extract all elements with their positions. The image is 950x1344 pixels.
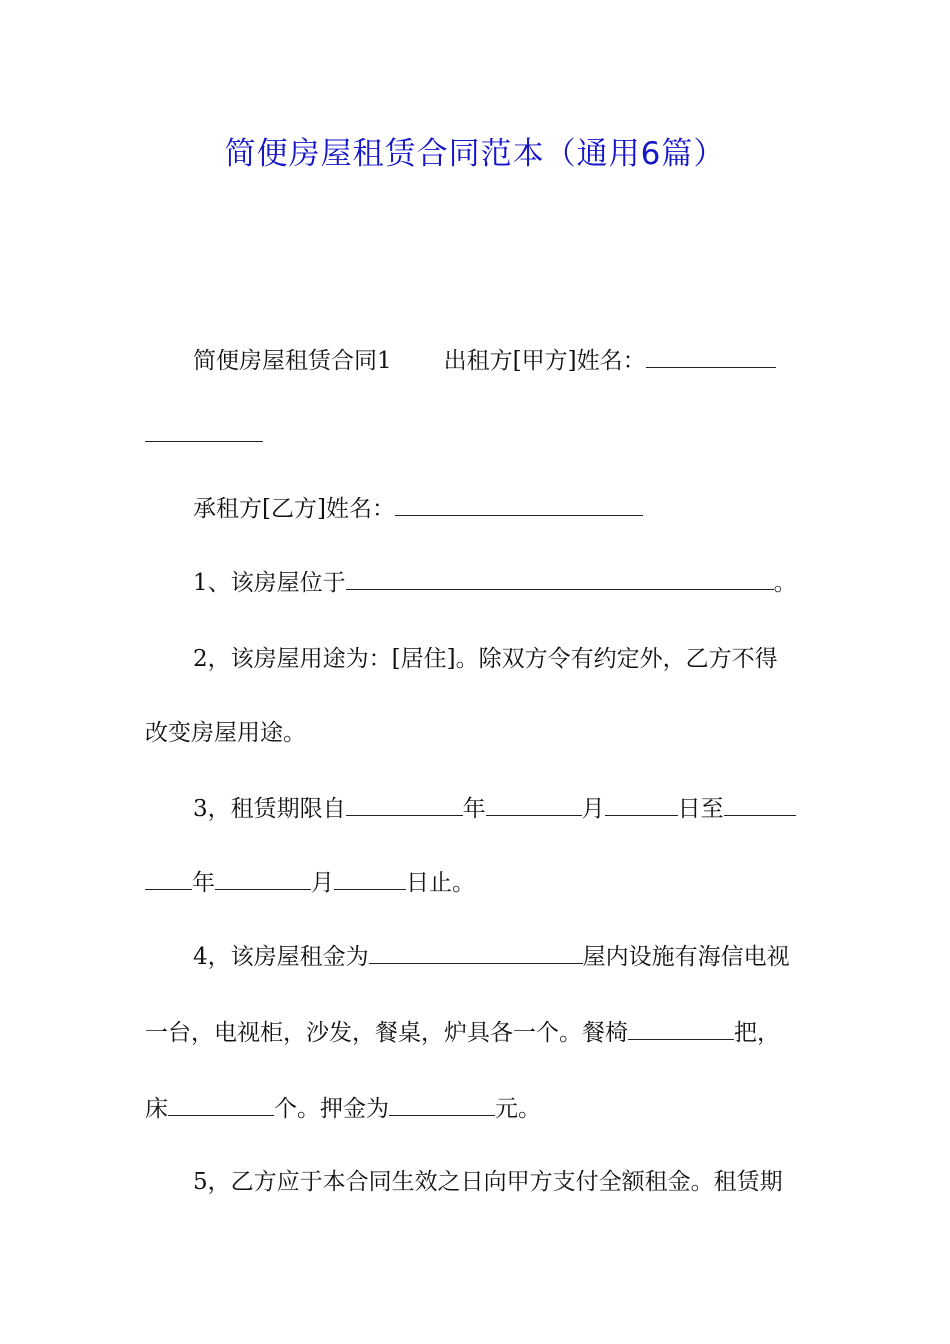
clause-5-line-1 bbox=[193, 1167, 810, 1197]
deposit-amount-blank bbox=[389, 1095, 495, 1116]
start-day-blank bbox=[605, 795, 678, 816]
clause-1-line bbox=[193, 568, 810, 598]
clause-5-text-1: 5，乙方应于本合同生效之日向甲方支付全额租金。租赁期 bbox=[193, 1169, 783, 1195]
term-end-label: 日止。 bbox=[406, 870, 475, 896]
bed-count-blank bbox=[168, 1095, 274, 1116]
chair-count-blank bbox=[628, 1019, 734, 1040]
deposit-unit: 元。 bbox=[495, 1096, 541, 1122]
term-month-label: 月 bbox=[581, 796, 605, 822]
lessor-name-blank bbox=[646, 347, 776, 368]
lessor-name-continuation bbox=[145, 420, 810, 450]
clause-1-text: 1、该房屋位于 bbox=[193, 570, 346, 596]
location-blank bbox=[346, 569, 774, 590]
rent-lead: 4，该房屋租金为 bbox=[193, 944, 369, 970]
clause-1-end: 。 bbox=[773, 570, 797, 596]
lessor-name-label: 出租方[甲方]姓名： bbox=[443, 348, 646, 374]
start-year-blank bbox=[346, 795, 463, 816]
lessee-name-blank bbox=[395, 495, 643, 516]
contract-heading: 简便房屋租赁合同1 bbox=[193, 348, 392, 374]
lessee-name-label: 承租方[乙方]姓名： bbox=[193, 496, 395, 522]
clause-2-line-2 bbox=[145, 718, 810, 748]
end-month-blank bbox=[215, 869, 311, 890]
end-year-blank bbox=[724, 795, 796, 816]
lessee-line bbox=[193, 494, 810, 524]
term-lead: 3，租赁期限自 bbox=[193, 796, 346, 822]
clause-3-line-2 bbox=[145, 868, 810, 898]
end-day-blank bbox=[334, 869, 406, 890]
bed-label: 床 bbox=[145, 1096, 168, 1122]
deposit-label: 个。押金为 bbox=[274, 1096, 389, 1122]
rent-amount-blank bbox=[369, 943, 583, 964]
clause-3-line-1 bbox=[193, 794, 810, 824]
start-month-blank bbox=[486, 795, 582, 816]
clause-4-line-1 bbox=[193, 942, 810, 972]
clause-4-line-2 bbox=[145, 1018, 810, 1048]
furniture-text: 一台，电视柜，沙发，餐桌，炉具各一个。餐椅 bbox=[145, 1020, 628, 1046]
contract-heading-line bbox=[193, 346, 810, 376]
clause-4-line-3 bbox=[145, 1094, 810, 1124]
clause-2-text-2: 改变房屋用途。 bbox=[145, 720, 306, 746]
term-year-label: 年 bbox=[462, 796, 486, 822]
lessor-name-blank-continued bbox=[145, 421, 263, 442]
end-year-blank-continued bbox=[145, 869, 192, 890]
term-day-to-label: 日至 bbox=[677, 796, 724, 822]
clause-2-line-1 bbox=[193, 644, 810, 674]
clause-2-text-1: 2，该房屋用途为：[居住]。除双方令有约定外，乙方不得 bbox=[193, 646, 778, 672]
chair-unit: 把， bbox=[734, 1020, 780, 1046]
facilities-text: 屋内设施有海信电视 bbox=[582, 944, 790, 970]
term-year2-label: 年 bbox=[192, 870, 215, 896]
term-month2-label: 月 bbox=[311, 870, 334, 896]
document-title: 简便房屋租赁合同范本（通用6篇） bbox=[224, 136, 726, 172]
